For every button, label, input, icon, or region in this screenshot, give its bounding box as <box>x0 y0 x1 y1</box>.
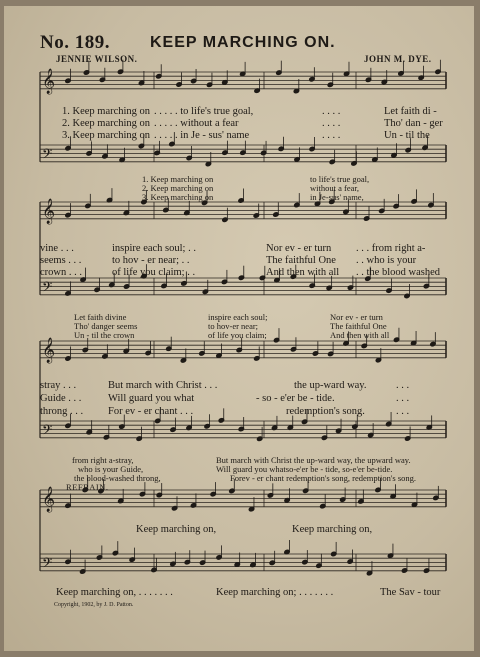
s3-b3-a: the blood-washed throng, <box>74 473 161 483</box>
verse1-line1-b: . . . . . to life's true goal, <box>154 106 254 117</box>
verse2-line1-d: Tho' dan - ger <box>384 118 443 129</box>
s2-v1-b: inspire each soul; . . <box>112 243 196 254</box>
s3-v3-b: For ev - er chant . . . <box>108 406 194 417</box>
s3-v3-a: throng . . . <box>40 406 84 417</box>
s2-v3-d: . . the blood washed <box>356 267 440 278</box>
s2-v2-b: to hov - er near; . . <box>112 255 190 266</box>
svg-text:𝄢: 𝄢 <box>42 424 53 441</box>
svg-text:𝄢: 𝄢 <box>42 281 53 298</box>
verse3-line1-b: . . . . . in Je - sus' name <box>154 130 250 141</box>
s2-v2-a: seems . . . <box>40 255 82 266</box>
hymn-title: KEEP MARCHING ON. <box>150 34 336 51</box>
composer-credit: JOHN M. DYE. <box>364 54 432 64</box>
verse2-line1-a: 2. Keep marching on <box>62 118 151 129</box>
s2-v1-a: vine . . . <box>40 243 74 254</box>
s2-b3-c: And then with all <box>330 330 390 340</box>
s2-b1-c: Nor ev - er turn <box>330 312 383 322</box>
s3-b2-b: Will guard you whatso-e'er be - tide, so-e'er be-tide. <box>216 464 393 474</box>
s3-b2-a: who is your Guide, <box>78 464 144 474</box>
s2-b2-b: to hov-er near; <box>208 321 259 331</box>
refrain-treble-words-a: Keep marching on, <box>136 524 217 535</box>
s3-v1-a: stray . . . <box>40 380 77 391</box>
s3-v1-c: the up-ward way. <box>294 380 367 391</box>
s3-v2-c: - so - e'er be - tide. <box>256 393 335 404</box>
refrain-label: REFRAIN. <box>66 482 109 492</box>
s3-v2-d: . . . <box>396 393 410 404</box>
hymn-number: No. 189. <box>40 32 110 53</box>
verse1-line1-a: 1. Keep marching on <box>62 106 151 117</box>
verse1-line1-d: Let faith di - <box>384 106 437 117</box>
verse1-line1-c: . . . . <box>322 106 341 117</box>
verse2-line1-b: . . . . . without a fear <box>154 118 239 129</box>
lyricist-credit: JENNIE WILSON. <box>56 54 138 64</box>
svg-text:𝄢: 𝄢 <box>42 148 53 165</box>
s2-b2-a: Tho' danger seems <box>74 321 138 331</box>
verse2-line1-c: . . . . <box>322 118 341 129</box>
svg-text:𝄞: 𝄞 <box>42 68 56 93</box>
s3-v3-d: . . . <box>396 406 410 417</box>
s2-v3-a: crown . . . <box>40 267 82 278</box>
bass3-a: 3. Keep marching on <box>142 192 214 202</box>
bass2-a: 2. Keep marching on <box>142 183 214 193</box>
s3-b3-b: Forev - er chant redemption's song, redemption's song. <box>230 473 417 483</box>
s2-v1-d: . . . from right a- <box>356 243 426 254</box>
verse3-line1-a: 3. Keep marching on <box>62 130 151 141</box>
svg-text:𝄞: 𝄞 <box>42 486 56 511</box>
hymn-page <box>4 6 474 651</box>
s3-v1-d: . . . <box>396 380 410 391</box>
s2-v3-c: And then with all <box>266 267 340 278</box>
bass3-b: in Je-sus' name, <box>310 192 364 202</box>
s2-b2-c: The faithful One <box>330 321 387 331</box>
s2-v3-b: of life you claim; . . <box>112 267 196 278</box>
refrain-bass-words-c: The Sav - tour <box>380 587 441 598</box>
s2-b1-b: inspire each soul; <box>208 312 268 322</box>
s3-b1-a: from right a-stray, <box>72 455 134 465</box>
s3-v1-b: But march with Christ . . . <box>108 380 218 391</box>
verse3-line1-c: . . . . <box>322 130 341 141</box>
s2-b3-b: of life you claim; <box>208 330 267 340</box>
s3-v3-c: redemption's song. <box>286 406 365 417</box>
verse3-line1-d: Un - til the <box>384 130 430 141</box>
refrain-bass-words-b: Keep marching on; . . . . . . . <box>216 587 334 598</box>
s2-b3-a: Un - til the crown <box>74 330 135 340</box>
refrain-treble-words-b: Keep marching on, <box>292 524 373 535</box>
svg-text:𝄞: 𝄞 <box>42 198 56 223</box>
refrain-bass-words-a: Keep marching on, . . . . . . . <box>56 587 173 598</box>
bass1-b: to life's true goal, <box>310 174 370 184</box>
s3-v2-b: Will guard you what <box>108 393 195 404</box>
s2-v2-c: The faithful One <box>266 255 336 266</box>
s2-b1-a: Let faith divine <box>74 312 127 322</box>
s2-v2-d: . . who is your <box>356 255 417 266</box>
bass1-a: 1. Keep marching on <box>142 174 214 184</box>
bass2-b: without a fear, <box>310 183 359 193</box>
s3-v2-a: Guide . . . <box>40 393 82 404</box>
copyright-notice: Copyright, 1902, by J. D. Patton. <box>54 602 134 608</box>
svg-text:𝄢: 𝄢 <box>42 557 53 574</box>
svg-text:𝄞: 𝄞 <box>42 337 56 362</box>
s3-b1-b: But march with Christ the up-ward way, the upward way. <box>216 455 411 465</box>
s2-v1-c: Nor ev - er turn <box>266 243 332 254</box>
